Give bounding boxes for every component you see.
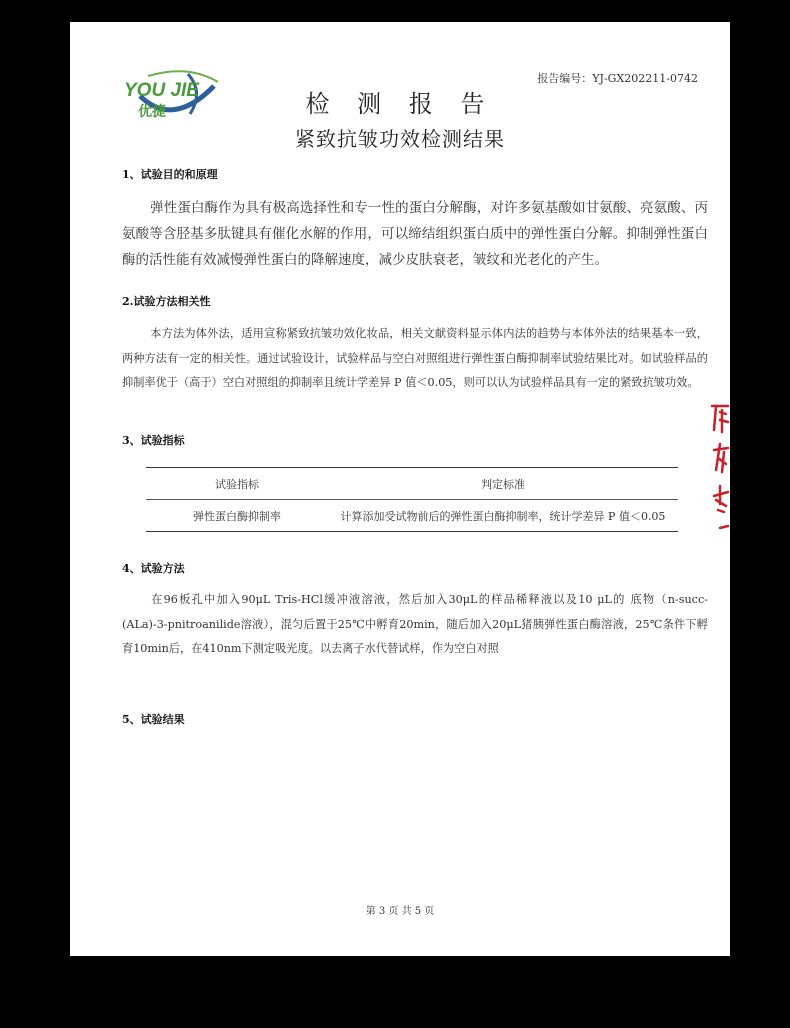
report-number: 报告编号：YJ-GX202211-0742 (537, 72, 698, 85)
page-footer: 第 3 页 共 5 页 (365, 906, 435, 917)
section-3-heading: 3、试验指标 (122, 434, 185, 447)
section-1-text: 弹性蛋白酶作为具有极高选择性和专一性的蛋白分解酶，对许多氨基酸如甘氨酸、亮氨酸、丙氨酸等含胫基多肽键具有催化水解的作用，可以缔结组织蛋白质中的弹性蛋白分解。抑制弹性蛋白酶的活性能有效减慢弹性蛋白的降解速度，减少皮肤衰老，皱纹和光老化的产生。 (122, 200, 708, 268)
table-header-cell: 试验指标 (215, 477, 259, 491)
table-row (146, 500, 678, 531)
logo-text-cn: 优捷 (138, 104, 166, 120)
table-cell: 弹性蛋白酶抑制率 (193, 509, 281, 523)
section-5-heading: 5、试验结果 (122, 713, 185, 726)
table-cell: 计算添加受试物前后的弹性蛋白酶抑制率，统计学差异 P 值＜0.05 (340, 509, 666, 523)
section-2-body (122, 322, 708, 396)
report-title: 检 测 报 告 (305, 90, 495, 118)
section-2-text: 本方法为体外法，适用宣称紧致抗皱功效化妆品，相关文献资料显示体内法的趋势与本体外法的结果基本一致，两种方法有一定的相关性。通过试验设计，试验样品与空白对照组进行弹性蛋白酶抑制率试验结果比对。如试验样品的抑制率优于（高于）空白对照组的抑制率且统计学差异 P 值＜0.05，则可以认为试验样品具有一定的紧致抗皱功效。 (122, 327, 708, 389)
section-1-heading: 1、试验目的和原理 (122, 168, 218, 181)
table-header-row (146, 468, 678, 500)
indicator-table (146, 467, 678, 532)
section-4-text: 在96板孔中加入90μL Tris-HCl缓冲液溶液，然后加入30μL的样品稀释液以及10 μL的 底物（n-succ-(ALa)-3-pnitroanilide溶液），混匀后置于25℃中孵育20min，随后加入20μL猪胰弹性蛋白酶溶液，25℃条件下孵育10min后，在410nm下测定吸光度。以去离子水代替试样，作为空白对照 (122, 593, 708, 655)
table-header-cell: 判定标准 (481, 477, 525, 491)
section-2-heading: 2.试验方法相关性 (122, 295, 211, 308)
section-4-heading: 4、试验方法 (122, 562, 185, 575)
section-1-body (122, 195, 708, 273)
logo-text-latin: YOU JIE (124, 80, 199, 101)
seal-stamp (706, 400, 730, 540)
report-subtitle: 紧致抗皱功效检测结果 (295, 127, 505, 151)
report-page (70, 22, 730, 956)
section-4-body (122, 588, 708, 662)
